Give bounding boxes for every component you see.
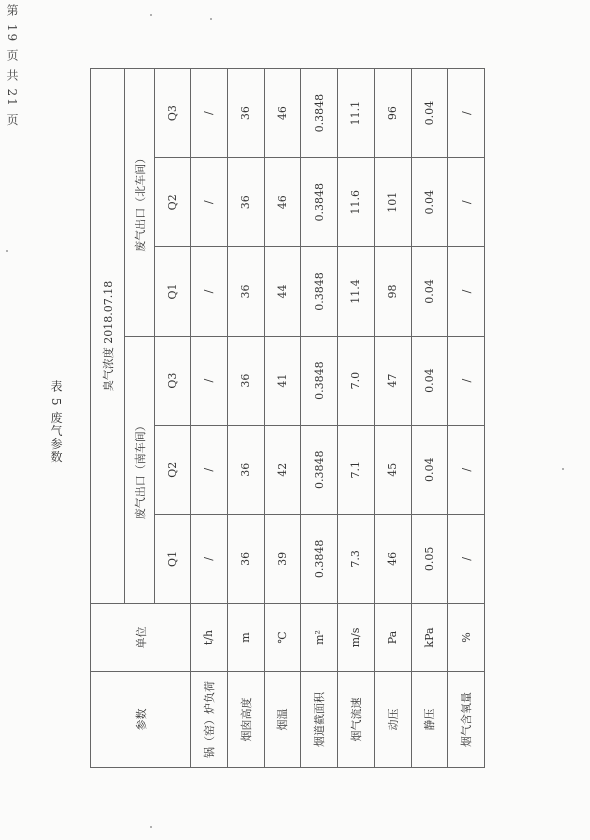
value-cell: / [191, 514, 228, 603]
param-cell: 动压 [374, 672, 411, 768]
header-point: Q2 [155, 425, 191, 514]
value-cell: / [191, 336, 228, 425]
param-cell: 静压 [411, 672, 448, 768]
value-cell: 47 [374, 336, 411, 425]
table-row [448, 69, 485, 768]
value-cell: 36 [227, 336, 264, 425]
value-cell: 7.0 [338, 336, 375, 425]
header-point: Q3 [155, 69, 191, 158]
value-cell: / [191, 247, 228, 336]
table-row [374, 69, 411, 768]
value-cell: 0.3848 [301, 69, 338, 158]
unit-cell: % [448, 604, 485, 672]
header-subgroup-south: 废气出口（南车间） [125, 336, 155, 603]
value-cell: 46 [374, 514, 411, 603]
unit-cell: ℃ [264, 604, 301, 672]
exhaust-parameter-table [90, 68, 485, 768]
value-cell: 41 [264, 336, 301, 425]
value-cell: 11.4 [338, 247, 375, 336]
unit-cell: Pa [374, 604, 411, 672]
value-cell: 39 [264, 514, 301, 603]
table-row [264, 69, 301, 768]
value-cell: 46 [264, 158, 301, 247]
value-cell: / [448, 247, 485, 336]
param-cell: 烟气含氧量 [448, 672, 485, 768]
value-cell: 0.3848 [301, 336, 338, 425]
value-cell: / [191, 69, 228, 158]
value-cell: 7.3 [338, 514, 375, 603]
param-cell: 烟道截面积 [301, 672, 338, 768]
value-cell: / [448, 69, 485, 158]
rotated-table-container [90, 68, 485, 768]
header-group: 臭气浓度 2018.07.18 [91, 69, 125, 604]
header-subgroup-north: 废气出口（北车间） [125, 69, 155, 337]
header-param: 参数 [91, 672, 191, 768]
value-cell: 0.3848 [301, 425, 338, 514]
value-cell: 0.3848 [301, 247, 338, 336]
value-cell: 0.04 [411, 69, 448, 158]
value-cell: 0.04 [411, 158, 448, 247]
value-cell: 11.1 [338, 69, 375, 158]
table-row [191, 69, 228, 768]
value-cell: / [191, 425, 228, 514]
table-row [411, 69, 448, 768]
value-cell: 0.3848 [301, 514, 338, 603]
value-cell: 11.6 [338, 158, 375, 247]
param-cell: 烟囱高度 [227, 672, 264, 768]
value-cell: 36 [227, 69, 264, 158]
value-cell: 44 [264, 247, 301, 336]
param-cell: 烟气流速 [338, 672, 375, 768]
unit-cell: m² [301, 604, 338, 672]
value-cell: / [448, 425, 485, 514]
value-cell: 0.05 [411, 514, 448, 603]
value-cell: 36 [227, 158, 264, 247]
header-point: Q1 [155, 247, 191, 336]
header-unit: 单位 [91, 604, 191, 672]
value-cell: 36 [227, 425, 264, 514]
value-cell: 98 [374, 247, 411, 336]
value-cell: 0.3848 [301, 158, 338, 247]
value-cell: 101 [374, 158, 411, 247]
value-cell: 7.1 [338, 425, 375, 514]
value-cell: 0.04 [411, 336, 448, 425]
table-title: 表 5 废气参数 [49, 380, 63, 464]
page-number: 第 19 页 共 21 页 [5, 4, 19, 128]
value-cell: / [191, 158, 228, 247]
unit-cell: t/h [191, 604, 228, 672]
header-point: Q3 [155, 336, 191, 425]
value-cell: 45 [374, 425, 411, 514]
value-cell: / [448, 336, 485, 425]
value-cell: 0.04 [411, 247, 448, 336]
value-cell: / [448, 514, 485, 603]
value-cell: 96 [374, 69, 411, 158]
value-cell: 36 [227, 247, 264, 336]
unit-cell: m/s [338, 604, 375, 672]
table-row [301, 69, 338, 768]
unit-cell: kPa [411, 604, 448, 672]
header-point: Q2 [155, 158, 191, 247]
value-cell: 0.04 [411, 425, 448, 514]
table-row [338, 69, 375, 768]
value-cell: / [448, 158, 485, 247]
unit-cell: m [227, 604, 264, 672]
header-point: Q1 [155, 514, 191, 603]
value-cell: 36 [227, 514, 264, 603]
value-cell: 42 [264, 425, 301, 514]
param-cell: 烟温 [264, 672, 301, 768]
param-cell: 锅（窑）炉负荷 [191, 672, 228, 768]
table-row [227, 69, 264, 768]
value-cell: 46 [264, 69, 301, 158]
